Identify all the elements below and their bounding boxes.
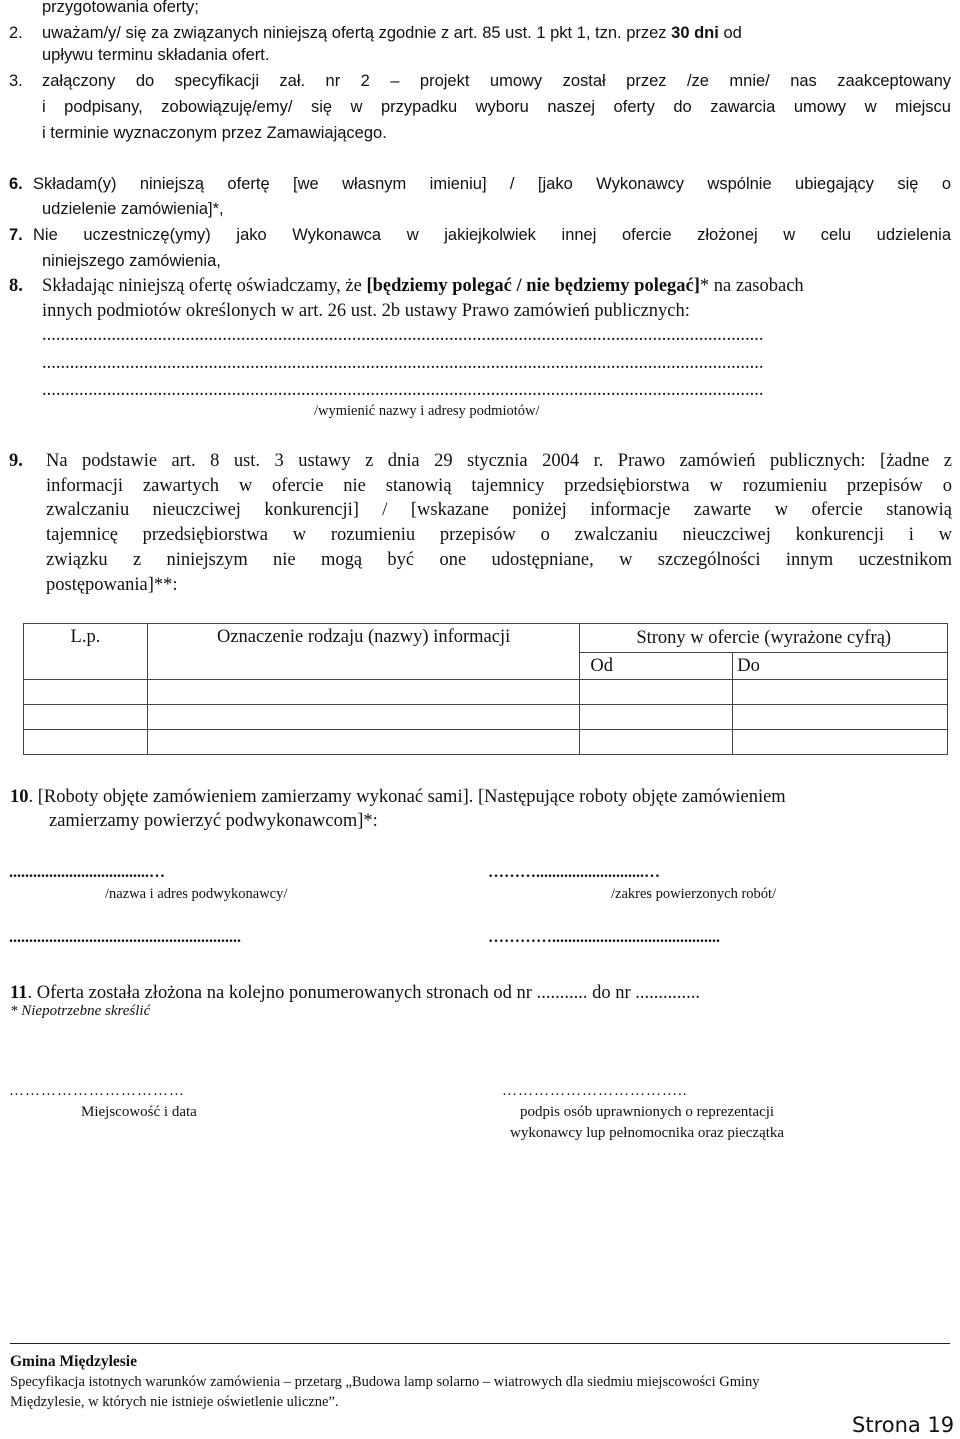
caption-signature-1: podpis osób uprawnionych o reprezentacji bbox=[520, 1104, 775, 1120]
dotted-line: .......................................................... bbox=[9, 929, 241, 946]
item-8-bold: [będziemy polegać / nie będziemy polegać] bbox=[366, 276, 700, 296]
header-do: Do bbox=[733, 653, 948, 680]
item-6-num: 6. bbox=[9, 175, 23, 193]
caption: /wymienić nazwy i adresy podmiotów/ bbox=[314, 403, 540, 419]
item-9-line-2: informacji zawartych w ofercie nie stanowią tajemnicy przedsiębiorstwa w rozumieniu przepisów o bbox=[46, 476, 952, 496]
item-9-num: 9. bbox=[9, 451, 23, 471]
footer-org: Gmina Międzylesie bbox=[10, 1353, 137, 1370]
item-3-line-2: i podpisany, zobowiązuję/emy/ się w przypadku wyboru naszej oferty do zawarcia umowy w miejscu bbox=[42, 98, 951, 116]
dotted-line: ...................................… bbox=[9, 864, 165, 881]
item-9-line-5: związku z niniejszym nie mogą być one udostępniane, w szczególności innym uczestnikom bbox=[46, 550, 952, 570]
footer-divider bbox=[10, 1343, 950, 1344]
footer-line-2: Międzylesie, w których nie istnieje oświetlenie uliczne”. bbox=[10, 1394, 339, 1410]
item-10-text: . [Roboty objęte zamówieniem zamierzamy wykonać sami]. [Następujące roboty objęte zamówieniem bbox=[28, 787, 786, 807]
item-6-line-2: udzielenie zamówienia]*, bbox=[42, 200, 224, 218]
item-11-line bbox=[10, 981, 700, 1006]
table-cell[interactable] bbox=[147, 730, 580, 755]
table-cell[interactable] bbox=[733, 705, 948, 730]
item-10-line-1 bbox=[10, 785, 950, 810]
header-lp: L.p. bbox=[24, 624, 148, 680]
table-cell[interactable] bbox=[24, 680, 148, 705]
page-number: Strona 19 bbox=[852, 1413, 955, 1437]
dotted-line: ………...........................… bbox=[488, 864, 660, 881]
information-table bbox=[23, 623, 948, 755]
item-11-num: 11 bbox=[10, 983, 28, 1003]
dotted-line: ………….......................................... bbox=[488, 929, 720, 946]
table-cell[interactable] bbox=[147, 705, 580, 730]
caption-subcontractor: /nazwa i adres podwykonawcy/ bbox=[105, 886, 288, 902]
footnote: * Niepotrzebne skreślić bbox=[10, 1003, 151, 1019]
item-8-num: 8. bbox=[9, 276, 23, 296]
item-number bbox=[9, 224, 23, 246]
dotted-line: …………………………….. bbox=[502, 1083, 688, 1099]
item-7-line-2: niniejszego zamówienia, bbox=[42, 252, 221, 270]
item-2-bold: 30 dni bbox=[671, 24, 719, 42]
item-9-line-6: postępowania]**: bbox=[46, 575, 178, 595]
item-8-line-1 bbox=[42, 274, 954, 299]
item-number: 3. bbox=[9, 72, 23, 90]
item-2-line-2: upływu terminu składania ofert. bbox=[42, 46, 270, 64]
footer-line-1: Specyfikacja istotnych warunków zamówienia – przetarg „Budowa lamp solarno – wiatrowych dla siedmiu miejscowości Gminy bbox=[10, 1374, 760, 1390]
item-3-line-1: załączony do specyfikacji zał. nr 2 – projekt umowy został przez /ze mnie/ nas zaakceptowany bbox=[42, 72, 951, 90]
header-name: Oznaczenie rodzaju (nazwy) informacji bbox=[147, 624, 580, 680]
item-number bbox=[9, 274, 23, 299]
dotted-line: ............................................................................................................................................................ bbox=[42, 325, 764, 345]
table-cell[interactable] bbox=[24, 730, 148, 755]
caption-place-date: Miejscowość i data bbox=[81, 1104, 197, 1120]
item-9-line-1: Na podstawie art. 8 ust. 3 ustawy z dnia 29 stycznia 2004 r. Prawo zamówień publicznych: [żadne z bbox=[46, 451, 952, 471]
item-number: 2. bbox=[9, 24, 23, 42]
item-8-line-2: innych podmiotów określonych w art. 26 ust. 2b ustawy Prawo zamówień publicznych: bbox=[42, 301, 690, 321]
dotted-line: …………………………… bbox=[9, 1083, 185, 1099]
header-od: Od bbox=[580, 653, 733, 680]
table-row bbox=[24, 624, 948, 653]
item-7-line-1: Nie uczestniczę(ymy) jako Wykonawca w jakiejkolwiek innej ofercie złożonej w celu udzielenia bbox=[33, 226, 951, 244]
item-10-num: 10 bbox=[10, 787, 29, 807]
item-11-text: . Oferta została złożona na kolejno ponumerowanych stronach od nr ........... do nr .............. bbox=[27, 983, 700, 1003]
table-row bbox=[24, 730, 948, 755]
dotted-line: ............................................................................................................................................................ bbox=[42, 380, 764, 400]
item-8-text: Składając niniejszą ofertę oświadczamy, że bbox=[42, 276, 362, 296]
item-2-line-1 bbox=[42, 22, 952, 44]
table-cell[interactable] bbox=[580, 705, 733, 730]
table-cell[interactable] bbox=[733, 730, 948, 755]
dotted-line: ............................................................................................................................................................ bbox=[42, 353, 764, 373]
item-10-line-2: zamierzamy powierzyć podwykonawcom]*: bbox=[49, 811, 378, 831]
table-row bbox=[24, 705, 948, 730]
table-cell[interactable] bbox=[24, 705, 148, 730]
item-2-text: uważam/y/ się za związanych niniejszą ofertą zgodnie z art. 85 ust. 1 pkt 1, tzn. przez bbox=[42, 24, 667, 42]
table-cell[interactable] bbox=[733, 680, 948, 705]
caption-scope: /zakres powierzonych robót/ bbox=[611, 886, 777, 902]
table-cell[interactable] bbox=[580, 730, 733, 755]
table-cell[interactable] bbox=[147, 680, 580, 705]
item-2-text-end: od bbox=[723, 24, 742, 42]
item-number bbox=[9, 449, 23, 474]
table-row bbox=[24, 680, 948, 705]
item-9-line-4: tajemnicę przedsiębiorstwa w rozumieniu przepisów o zwalczaniu nieuczciwej konkurencji i w bbox=[46, 525, 952, 545]
item-3-line-3: i terminie wyznaczonym przez Zamawiającego. bbox=[42, 124, 387, 142]
item-number bbox=[9, 173, 23, 195]
item-6-line-1: Składam(y) niniejszą ofertę [we własnym imieniu] / [jako Wykonawcy wspólnie ubiegający się o bbox=[33, 175, 951, 193]
text-line: przygotowania oferty; bbox=[42, 0, 199, 16]
caption-signature-2: wykonawcy lup pełnomocnika oraz pieczątka bbox=[510, 1125, 785, 1141]
item-8-text-end: * na zasobach bbox=[699, 276, 804, 296]
item-7-num: 7. bbox=[9, 226, 23, 244]
table-cell[interactable] bbox=[580, 680, 733, 705]
item-9-line-3: zwalczaniu nieuczciwej konkurencji] / [wskazane poniżej informacje zawarte w ofercie stanowią bbox=[46, 500, 952, 520]
header-pages: Strony w ofercie (wyrażone cyfrą) bbox=[580, 624, 948, 653]
